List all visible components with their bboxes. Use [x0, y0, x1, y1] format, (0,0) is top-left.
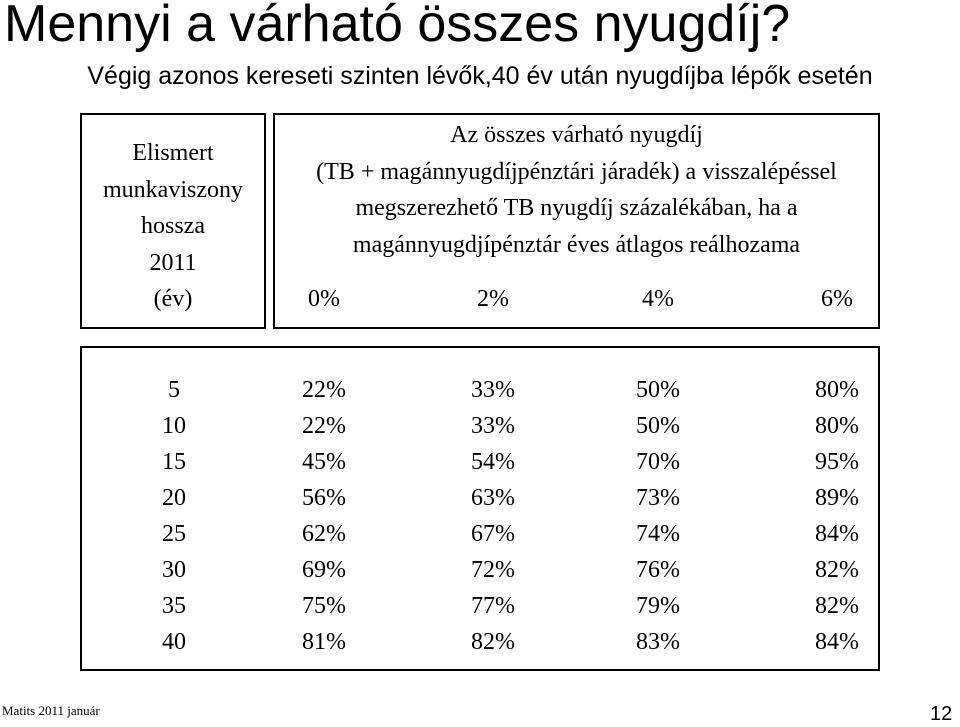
- years-cell: 30: [162, 557, 186, 583]
- value-cell: 50%: [636, 413, 680, 439]
- value-cell: 22%: [302, 413, 346, 439]
- value-cell: 82%: [815, 593, 859, 619]
- value-cell: 33%: [471, 377, 515, 403]
- table-row: [82, 408, 878, 444]
- table-row: [82, 372, 878, 408]
- return-rate-2: 2%: [477, 286, 509, 312]
- value-cell: 95%: [815, 449, 859, 475]
- table-row: [82, 552, 878, 588]
- footer-author-date: Matits 2011 január: [2, 703, 100, 718]
- row-header-line: hossza: [141, 213, 205, 239]
- column-header-line: magánnyugdjípénztár éves átlagos reálhozama: [352, 231, 801, 258]
- table-row: [82, 588, 878, 624]
- column-header-box: [273, 113, 880, 329]
- return-rate-row: [275, 281, 878, 317]
- value-cell: 33%: [471, 413, 515, 439]
- value-cell: 70%: [636, 449, 680, 475]
- value-cell: 50%: [636, 377, 680, 403]
- column-header-line: Az összes várható nyugdíj: [450, 122, 703, 148]
- table-row: [82, 624, 878, 660]
- row-header-line: Elismert: [132, 140, 214, 166]
- years-cell: 35: [162, 593, 186, 619]
- value-cell: 84%: [815, 629, 859, 655]
- page-number: 12: [930, 703, 953, 725]
- years-cell: 5: [168, 377, 180, 403]
- column-header-line: (TB + magánnyugdíjpénztári járadék) a visszalépéssel: [316, 158, 837, 185]
- value-cell: 89%: [815, 485, 859, 511]
- value-cell: 77%: [471, 593, 515, 619]
- row-header-label: [82, 135, 264, 318]
- table-row: [82, 444, 878, 480]
- row-header-line: munkaviszony: [103, 176, 243, 203]
- value-cell: 81%: [302, 629, 346, 655]
- table-row: [82, 480, 878, 516]
- row-header-box: [80, 113, 266, 329]
- return-rate-6: 6%: [821, 286, 853, 312]
- column-header-label: [275, 117, 878, 263]
- slide-subtitle: Végig azonos kereseti szinten lévők,40 év után nyugdíjba lépők esetén: [87, 62, 873, 90]
- value-cell: 54%: [471, 449, 515, 475]
- return-rate-0: 0%: [308, 286, 340, 312]
- return-rate-4: 4%: [642, 286, 674, 312]
- value-cell: 72%: [471, 557, 515, 583]
- value-cell: 45%: [302, 449, 346, 475]
- data-table-box: [80, 346, 880, 671]
- value-cell: 80%: [815, 413, 859, 439]
- value-cell: 67%: [471, 521, 515, 547]
- value-cell: 84%: [815, 521, 859, 547]
- value-cell: 83%: [636, 629, 680, 655]
- value-cell: 76%: [636, 557, 680, 583]
- years-cell: 40: [162, 629, 186, 655]
- value-cell: 79%: [636, 593, 680, 619]
- table-row: [82, 516, 878, 552]
- value-cell: 62%: [302, 521, 346, 547]
- years-cell: 25: [162, 521, 186, 547]
- value-cell: 80%: [815, 377, 859, 403]
- row-header-line: 2011: [149, 249, 197, 276]
- row-header-line: (év): [153, 286, 193, 312]
- value-cell: 75%: [302, 593, 346, 619]
- value-cell: 82%: [471, 629, 515, 655]
- column-header-line: megszerezhető TB nyugdíj százalékában, ha a: [355, 195, 798, 221]
- value-cell: 82%: [815, 557, 859, 583]
- years-cell: 10: [162, 413, 186, 439]
- years-cell: 15: [162, 449, 186, 475]
- years-cell: 20: [162, 485, 186, 511]
- value-cell: 63%: [471, 485, 515, 511]
- value-cell: 69%: [302, 557, 346, 583]
- value-cell: 22%: [302, 377, 346, 403]
- value-cell: 73%: [636, 485, 680, 511]
- slide-title: Mennyi a várható összes nyugdíj?: [4, 0, 791, 53]
- value-cell: 74%: [636, 521, 680, 547]
- value-cell: 56%: [302, 485, 346, 511]
